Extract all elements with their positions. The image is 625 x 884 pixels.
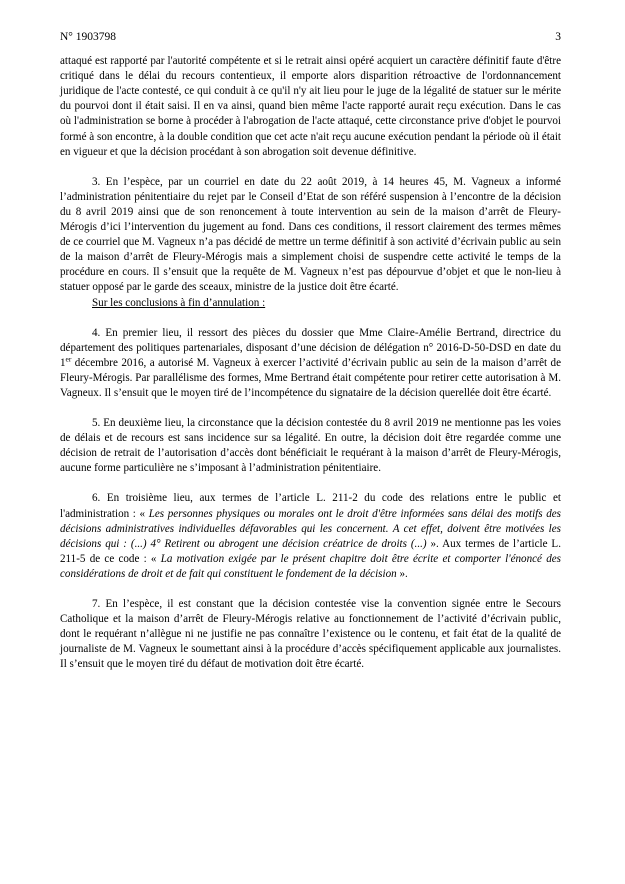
page-header (60, 30, 561, 45)
paragraph-6-text-a: 6. En troisième lieu, aux termes de l’article L. 211-2 du code des relations entre le public et l'administration : « (60, 492, 561, 520)
paragraph-4-text-b: décembre 2016, a autorisé M. Vagneux à exercer l’activité d’écrivain public au sein de la maison d’arrêt de Fleury-Mérogis. Par parallélisme des formes, Mme Bertrand était compétente pour retirer cette autorisation à M. Vagneux. Il s’ensuit que le moyen tiré de l’incompétence du signataire de la décision querellée doit être écarté. (60, 356, 561, 399)
paragraph-6-text-c: ». Aux termes de l’article L. 211-5 de ce code : « (60, 537, 561, 565)
paragraph-continuation: attaqué est rapporté par l'autorité compétente et si le retrait ainsi opéré acquiert un caractère définitif faute d'être critiqué dans le délai du recours contentieux, il emporte alors disparition rétroactive de l'ordonnancement juridique de l'acte contesté, ce qui conduit à ce qu'il n'y ait lieu pour le juge de la légalité de statuer sur le mérite du pourvoi dont il était saisi. Il en va ainsi, quand bien même l'acte rapporté aurait reçu exécution. Dans le cas où l'administration se borne à procéder à l'abrogation de l'acte attaqué, cette circonstance prive d'objet le pourvoi formé à son encontre, à la double condition que cet acte n'ait reçu aucune exécution pendant la période où il était en vigueur et que la décision procédant à son abrogation soit devenue définitive. (60, 55, 561, 158)
quote-article-l211-2: Les personnes physiques ou morales ont le droit d'être informées sans délai des motifs des décisions administratives individuelles défavorables qui les concernent. A cet effet, doivent être motivées les décisions qui : (...) 4° Retirent ou abrogent une décision créatrice de droits (...) (60, 507, 562, 550)
page-number: 3 (555, 31, 561, 43)
quote-article-l211-5: La motivation exigée par le présent chapitre doit être écrite et comporter l'énoncé des considérations de droit et de fait qui constituent le fondement de la décision (60, 552, 561, 580)
paragraph-4-text-a: 4. En premier lieu, il ressort des pièces du dossier que Mme Claire-Amélie Bertrand, directrice du département des politiques partenariales, disposant d’une décision de délégation n° 2016-D-50-DSD en date du 1 (60, 326, 561, 369)
superscript-er: er (65, 354, 72, 364)
section-heading: Sur les conclusions à fin d’annulation : (92, 296, 266, 309)
paragraph-6-text-e: ». (396, 567, 408, 580)
document-number: N° 1903798 (60, 31, 117, 43)
paragraph-3: 3. En l’espèce, par un courriel en date du 22 août 2019, à 14 heures 45, M. Vagneux a informé l’administration pénitentiaire du rejet par le Conseil d’Etat de son référé suspension à l’encontre de la décision du 8 avril 2019 ainsi que de son renoncement à toute intervention au sein de la maison d’arrêt de Fleury-Mérogis d’ici l’intervention du jugement au fond. Dans ces conditions, il ressort clairement des termes mêmes de ce courriel que M. Vagneux n’a pas décidé de mettre un terme définitif à son activité d’écrivain public au sein de la maison d’arrêt de Fleury-Mérogis mais a simplement choisi de suspendre cette activité le temps de la procédure en cours. Il s’ensuit que la requête de M. Vagneux n’est pas dépourvue d’objet et que le non-lieu à statuer opposé par le garde des sceaux, ministre de la justice doit être écarté. (60, 175, 561, 294)
paragraph-7: 7. En l’espèce, il est constant que la décision contestée vise la convention signée entre le Secours Catholique et la maison d’arrêt de Fleury-Mérogis relative au fonctionnement de l’activité d’écrivain public, dont le requérant n’allègue ni ne justifie ne pas connaître l’existence ou le contenu, et fait état de la qualité de journaliste de M. Vagneux le soumettant ainsi à la procédure d’accès spécifiquement applicable aux journalistes. Il s’ensuit que le moyen tiré du défaut de motivation doit être écarté. (60, 598, 561, 671)
paragraph-6 (60, 491, 561, 582)
paragraph-5: 5. En deuxième lieu, la circonstance que la décision contestée du 8 avril 2019 ne mentionne pas les voies de délais et de recours est sans incidence sur sa légalité. En outre, la décision doit être regardée comme une décision de retrait de l’autorisation d’accès dont bénéficiait le requérant à la maison d’arrêt de Fleury-Mérogis, aucune forme particulière ne s’imposant à l’administration pénitentiaire. (60, 417, 561, 475)
paragraph-4 (60, 326, 561, 401)
